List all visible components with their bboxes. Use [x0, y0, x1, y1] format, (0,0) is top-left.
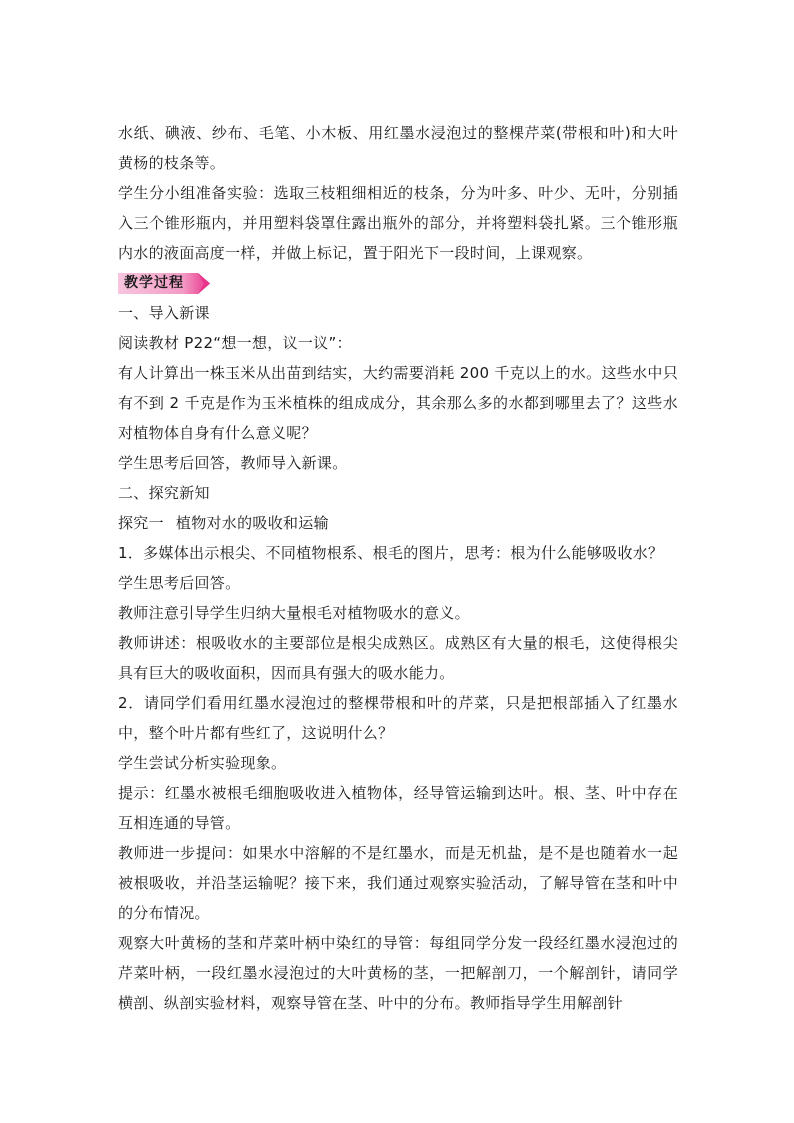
part1-title: 一、导入新课: [118, 304, 210, 322]
explore1-item2: 2．请同学们看用红墨水浸泡过的整棵带根和叶的芹菜，只是把根部插入了红墨水中，整个叶片都有些红了，这说明什么？: [118, 694, 678, 742]
explore1-title: 植物对水的吸收和运输: [175, 514, 329, 532]
explore1-hint: 提示：红墨水被根毛细胞吸收进入植物体，经导管运输到达叶。根、茎、叶中存在互相连通的导管。: [118, 784, 678, 832]
document-body: [118, 118, 678, 1018]
explore1-item2-analysis: 学生尝试分析实验现象。: [118, 754, 287, 772]
paragraph-materials: 水纸、碘液、纱布、毛笔、小木板、用红墨水浸泡过的整棵芹菜(带根和叶)和大叶黄杨的枝条等。: [118, 124, 678, 172]
section-tag-teaching-process: [118, 273, 210, 294]
part1-answer: 学生思考后回答，教师导入新课。: [118, 454, 348, 472]
section-tag-label: 教学过程: [124, 275, 184, 291]
explore1-heading: [118, 508, 678, 538]
part1-reading: 阅读教材 P22“想一想，议一议”：: [118, 334, 352, 352]
explore1-lecture: 教师讲述：根吸收水的主要部位是根尖成熟区。成熟区有大量的根毛，这使得根尖具有巨大的吸收面积，因而具有强大的吸水能力。: [118, 634, 678, 682]
explore1-label: 探究一: [118, 514, 164, 532]
part1-question: 有人计算出一株玉米从出苗到结实，大约需要消耗 200 千克以上的水。这些水中只有不到 2 千克是作为玉米植株的组成成分，其余那么多的水都到哪里去了？这些水对植物体自身有什么意义呢？: [118, 364, 678, 442]
explore1-observe: 观察大叶黄杨的茎和芹菜叶柄中染红的导管：每组同学分发一段经红墨水浸泡过的芹菜叶柄，一段红墨水浸泡过的大叶黄杨的茎，一把解剖刀，一个解剖针，请同学横剖、纵剖实验材料，观察导管在茎、叶中的分布。教师指导学生用解剖针: [118, 934, 678, 1012]
explore1-item1: 1．多媒体出示根尖、不同植物根系、根毛的图片，思考：根为什么能够吸收水？: [118, 544, 664, 562]
explore1-followup: 教师进一步提问：如果水中溶解的不是红墨水，而是无机盐，是不是也随着水一起被根吸收，并沿茎运输呢？接下来，我们通过观察实验活动，了解导管在茎和叶中的分布情况。: [118, 844, 678, 922]
part2-title: 二、探究新知: [118, 484, 210, 502]
explore1-item1-answer: 学生思考后回答。: [118, 574, 241, 592]
explore1-guide: 教师注意引导学生归纳大量根毛对植物吸水的意义。: [118, 604, 470, 622]
section-heading: [118, 268, 678, 298]
paragraph-student-prep: 学生分小组准备实验：选取三枝粗细相近的枝条，分为叶多、叶少、无叶，分别插入三个锥形瓶内，并用塑料袋罩住露出瓶外的部分，并将塑料袋扎紧。三个锥形瓶内水的液面高度一样，并做上标记，置于阳光下一段时间，上课观察。: [118, 184, 678, 262]
